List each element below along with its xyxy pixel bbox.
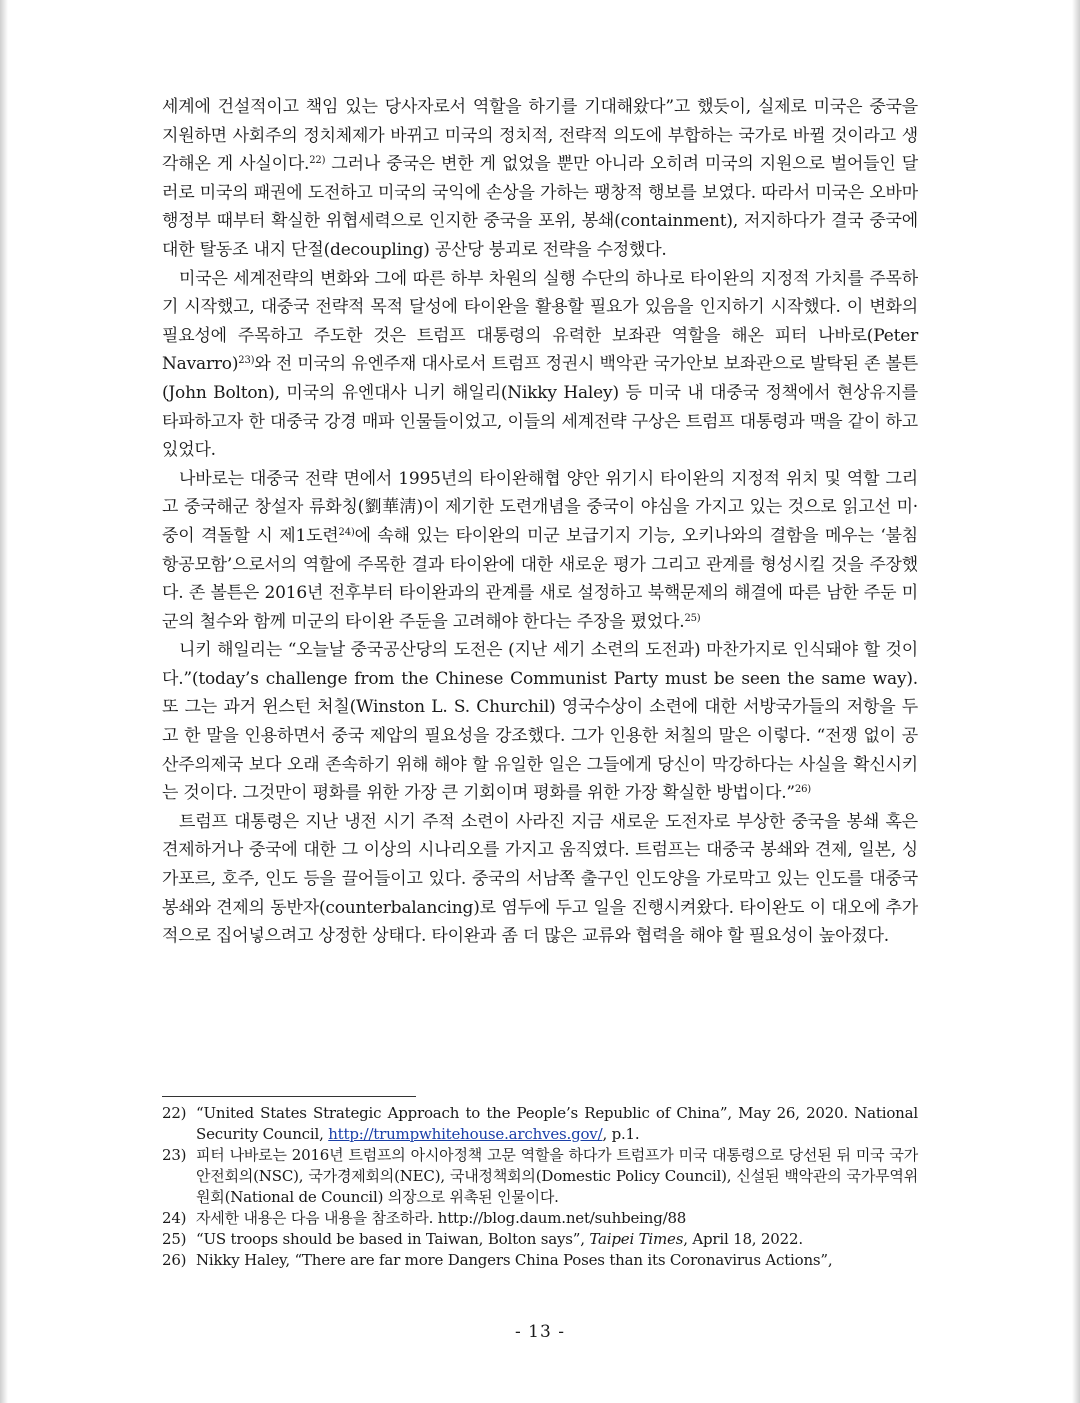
page-number: - 13 - bbox=[515, 1322, 565, 1342]
footnote-26 bbox=[162, 1250, 918, 1271]
footnote-24 bbox=[162, 1208, 918, 1229]
paragraph-text: 트럼프 대통령은 지난 냉전 시기 주적 소련이 사라진 지금 새로운 도전자로 부상한 중국을 봉쇄 혹은 견제하거나 중국에 대한 그 이상의 시나리오를 가지고 움직였다. 트럼프는 대중국 봉쇄와 견제, 일본, 싱가포르, 호주, 인도 등을 끌어들이고 있다. 중국의 서남쪽 출구인 인도양을 가로막고 있는 인도를 대중국 봉쇄와 견제의 동반자(counterbalancing)로 염두에 두고 일을 진행시켜왔다. 타이완도 이 대오에 추가적으로 집어넣으려고 상정한 상태다. 타이완과 좀 더 많은 교류와 협력을 해야 할 필요성이 높아졌다. bbox=[162, 811, 918, 947]
paragraph-5 bbox=[162, 808, 918, 951]
footnote-ref-22[interactable]: 22) bbox=[309, 155, 326, 167]
footnote-number: 25) bbox=[162, 1230, 187, 1248]
footnote-text-part: “US troops should be based in Taiwan, Bolton says”, bbox=[196, 1230, 590, 1248]
footnote-text-part: “United States Strategic Approach to the People’s Republic of China”, May 26, 2020. National Security Council, bbox=[196, 1104, 918, 1143]
footnote-source-title: Taipei Times bbox=[589, 1230, 684, 1248]
paragraph-text: 와 전 미국의 유엔주재 대사로서 트럼프 정권시 백악관 국가안보 보좌관으로 발탁된 존 볼튼(John Bolton), 미국의 유엔대사 니키 해일리(Nikky Haley) 등 미국 내 대중국 정책에서 현상유지를 타파하고자 한 대중국 강경 매파 인물들이었고, 이들의 세계전략 구상은 트럼프 대통령과 맥을 같이 하고 있었다. bbox=[162, 354, 918, 461]
footnotes bbox=[162, 1103, 918, 1271]
footnote-number: 24) bbox=[162, 1209, 187, 1227]
footnote-text bbox=[196, 1103, 918, 1145]
paragraph-3 bbox=[162, 465, 918, 637]
footnote-ref-24[interactable]: 24) bbox=[338, 526, 355, 538]
footnote-23 bbox=[162, 1145, 918, 1208]
paragraph-1 bbox=[162, 93, 918, 265]
paragraph-text: 세계에 건설적이고 책임 있는 당사자로서 역할을 하기를 기대해왔다”고 했듯이, 실제로 미국은 중국을 지원하면 사회주의 정치체제가 바뀌고 미국의 정치적, 전략적 의도에 부합하는 국가로 바뀔 것이라고 생각해온 게 사실이다. bbox=[162, 97, 918, 175]
footnote-ref-23[interactable]: 23) bbox=[238, 355, 255, 367]
paragraph-4 bbox=[162, 636, 918, 808]
footnote-text-part: , April 18, 2022. bbox=[683, 1230, 803, 1248]
footnote-divider bbox=[162, 1096, 416, 1097]
paragraph-2 bbox=[162, 265, 918, 465]
footnote-number: 26) bbox=[162, 1251, 187, 1269]
paragraph-text: 미국은 세계전략의 변화와 그에 따른 하부 차원의 실행 수단의 하나로 타이완의 지정적 가치를 주목하기 시작했고, 대중국 전략적 목적 달성에 타이완을 활용할 필요가 있음을 인지하기 시작했다. 이 변화의 필요성에 주목하고 주도한 것은 트럼프 대통령의 유력한 보좌관 역할을 해온 피터 나바로(Peter Navarro) bbox=[162, 268, 918, 375]
footnote-25 bbox=[162, 1229, 918, 1250]
footnote-22 bbox=[162, 1103, 918, 1145]
footnote-number: 22) bbox=[162, 1104, 187, 1122]
page-edge-right bbox=[1072, 0, 1080, 1403]
footnote-ref-26[interactable]: 26) bbox=[794, 784, 811, 796]
footnote-text bbox=[196, 1229, 918, 1250]
page-edge-left bbox=[0, 0, 8, 1403]
footnote-text: Nikky Haley, “There are far more Dangers China Poses than its Coronavirus Actions”, bbox=[196, 1251, 833, 1269]
footnote-link[interactable]: http://trumpwhitehouse.archves.gov/ bbox=[328, 1125, 603, 1143]
footnote-text-part: , p.1. bbox=[602, 1125, 640, 1143]
footnote-number: 23) bbox=[162, 1146, 187, 1164]
paragraph-text: 나바로는 대중국 전략 면에서 1995년의 타이완해협 양안 위기시 타이완의 지정적 위치 및 역할 그리고 중국해군 창설자 류화칭(劉華淸)이 제기한 도련개념을 중국이 야심을 가지고 있는 것으로 읽고선 미·중이 격돌할 시 제1도련 bbox=[162, 468, 918, 546]
paragraph-text: 그러나 중국은 변한 게 없었을 뿐만 아니라 오히려 미국의 지원으로 벌어들인 달러로 미국의 패권에 도전하고 미국의 국익에 손상을 가하는 팽창적 행보를 보였다. 따라서 미국은 오바마 행정부 때부터 확실한 위협세력으로 인지한 중국을 포위, 봉쇄(containment), 저지하다가 결국 중국에 대한 탈동조 내지 단절(decoupling) 공산당 붕괴로 전략을 수정했다. bbox=[162, 154, 918, 260]
footnote-text: 자세한 내용은 다음 내용을 참조하라. http://blog.daum.net/suhbeing/88 bbox=[196, 1209, 687, 1227]
paragraph-text: 니키 해일리는 “오늘날 중국공산당의 도전은 (지난 세기 소련의 도전과) 마찬가지로 인식돼야 할 것이다.”(today’s challenge from the Chinese Communist Party must be seen the same way). 또 그는 과거 윈스턴 처칠(Winston L. S. Churchil) 영국수상이 소련에 대한 서방국가들의 저항을 두고 한 말을 인용하면서 중국 제압의 필요성을 강조했다. 그가 인용한 처칠의 말은 이렇다. “전쟁 없이 공산주의제국 보다 오래 존속하기 위해 해야 할 유일한 일은 그들에게 당신이 막강하다는 사실을 확신시키는 것이다. 그것만이 평화를 위한 가장 큰 기회이며 평화를 위한 가장 확실한 방법이다.” bbox=[162, 640, 918, 804]
footnote-text: 피터 나바로는 2016년 트럼프의 아시아정책 고문 역할을 하다가 트럼프가 미국 대통령으로 당선된 뒤 미국 국가안전회의(NSC), 국가경제회의(NEC), 국내정책회의(Domestic Policy Council), 신설된 백악관의 국가무역위원회(National de Council) 의장으로 위촉된 인물이다. bbox=[196, 1146, 918, 1206]
paragraph-text: 에 속해 있는 타이완의 미군 보급기지 기능, 오키나와의 결함을 메우는 ‘불침 항공모함’으로서의 역할에 주목한 결과 타이완에 대한 새로운 평가 그리고 관계를 형성시킬 것을 주장했다. 존 볼튼은 2016년 전후부터 타이완과의 관계를 새로 설정하고 북핵문제의 해결에 따른 남한 주둔 미군의 철수와 함께 미군의 타이완 주둔을 고려해야 한다는 주장을 폈었다. bbox=[162, 525, 918, 632]
body-text bbox=[162, 93, 918, 951]
footnote-ref-25[interactable]: 25) bbox=[684, 612, 701, 624]
